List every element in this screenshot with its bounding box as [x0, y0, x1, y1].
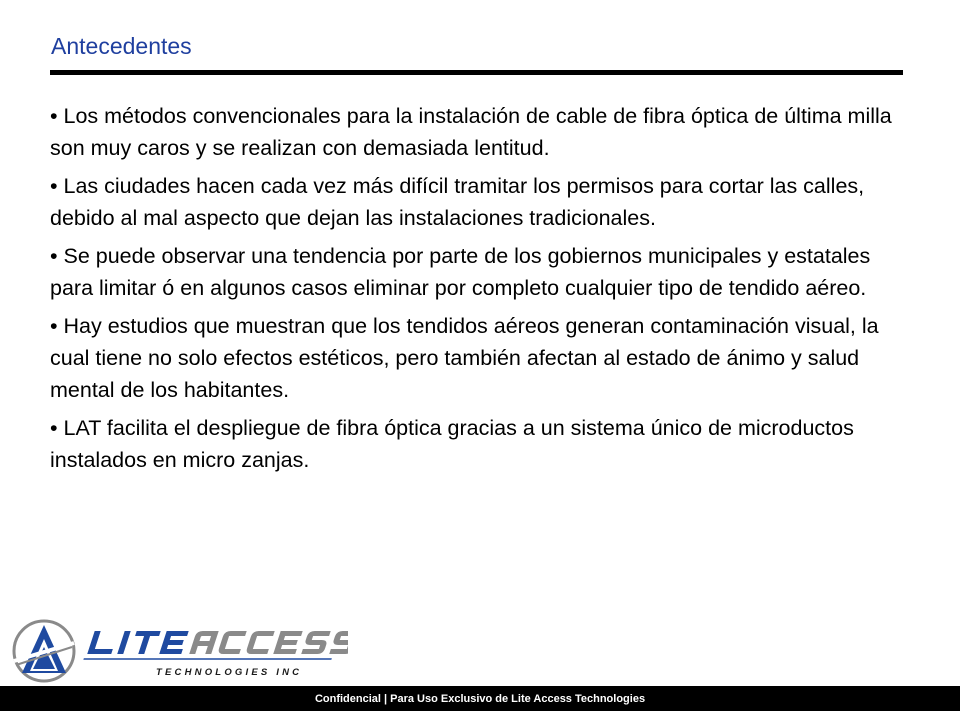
bullet-item: • Se puede observar una tendencia por parte de los gobiernos municipales y estatales para limitar ó en algunos casos eliminar por completo cualquier tipo de tendido aéreo. — [50, 244, 871, 300]
bullet-item: • Los métodos convencionales para la instalación de cable de fibra óptica de última milla son muy caros y se realizan con demasiada lentitud. — [50, 104, 892, 160]
svg-text:TECHNOLOGIES INC: TECHNOLOGIES INC — [156, 667, 303, 678]
footer-confidential-text: Confidencial | Para Uso Exclusivo de Lite Access Technologies — [314, 692, 646, 705]
bullet-item: • Las ciudades hacen cada vez más difícil tramitar los permisos para cortar las calles, debido al mal aspecto que dejan las instalaciones tradicionales. — [50, 174, 865, 230]
slide-title: Antecedentes — [51, 33, 192, 59]
company-logo — [8, 617, 348, 685]
bullet-item: • Hay estudios que muestran que los tendidos aéreos generan contaminación visual, la cual tiene no solo efectos estéticos, pero también afectan al estado de ánimo y salud mental de los habitantes. — [50, 314, 879, 402]
bullet-item: • LAT facilita el despliegue de fibra óptica gracias a un sistema único de microductos instalados en micro zanjas. — [50, 416, 854, 472]
logo-tagline — [156, 667, 302, 678]
logo-wordmark — [84, 631, 348, 659]
triangle-a-logo-icon — [14, 621, 74, 681]
bullet-list — [50, 100, 900, 482]
footer-bar — [0, 686, 960, 711]
title-divider — [50, 70, 903, 75]
